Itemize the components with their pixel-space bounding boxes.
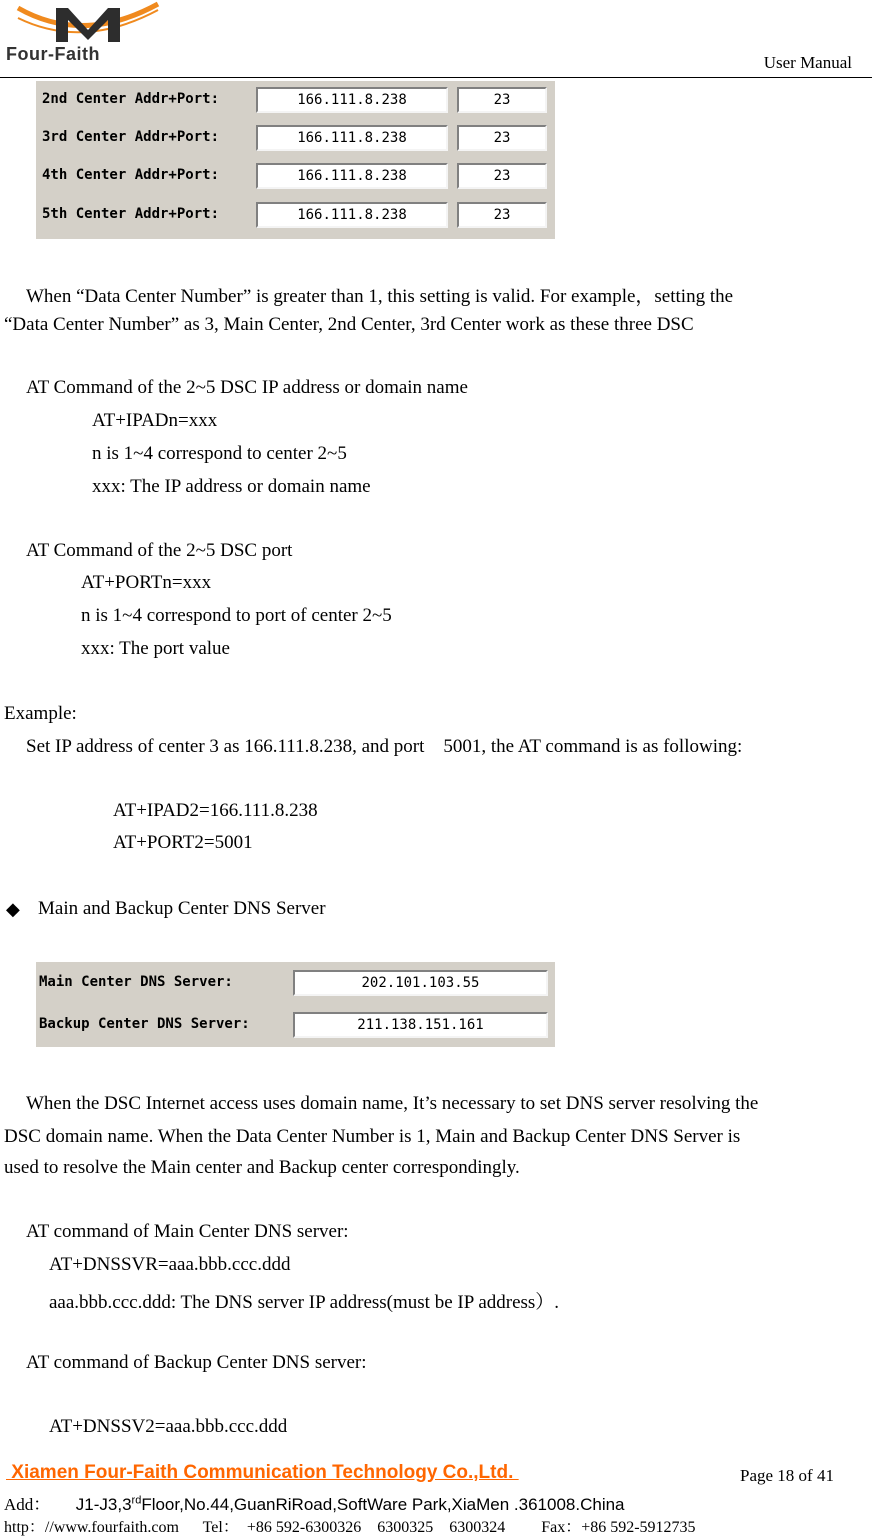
footer-company-link[interactable]: Xiamen Four-Faith Communication Technology Co.,Ltd. (6, 1462, 519, 1483)
address-pre: J1-J3,3 (75, 1495, 132, 1514)
center-addr-label: 5th Center Addr+Port: (42, 206, 220, 222)
center-addr-input[interactable]: 166.111.8.238 (256, 87, 448, 113)
section-title: Main and Backup Center DNS Server (38, 898, 326, 919)
port-n-desc: n is 1~4 correspond to port of center 2~5 (81, 605, 392, 626)
paragraph-line: used to resolve the Main center and Backup center correspondingly. (4, 1157, 520, 1178)
center-addr-label: 3rd Center Addr+Port: (42, 129, 220, 145)
center-addr-input[interactable]: 166.111.8.238 (256, 125, 448, 151)
address-sup: rd (131, 1494, 142, 1507)
center-addr-label: 2nd Center Addr+Port: (42, 91, 220, 107)
center-addr-label: 4th Center Addr+Port: (42, 167, 220, 183)
ipad-xxx-desc: xxx: The IP address or domain name (92, 476, 371, 497)
page-number: Page 18 of 41 (740, 1466, 834, 1485)
header-divider (0, 77, 872, 78)
ipad-heading: AT Command of the 2~5 DSC IP address or domain name (26, 377, 468, 398)
main-dns-input[interactable]: 202.101.103.55 (293, 970, 548, 996)
main-dns-label: Main Center DNS Server: (39, 974, 233, 990)
port-heading: AT Command of the 2~5 DSC port (26, 540, 293, 561)
example-text: Set IP address of center 3 as 166.111.8.238, and port 5001, the AT command is as following: (26, 736, 743, 757)
dns-heading: AT command of Main Center DNS server: (26, 1221, 349, 1242)
paragraph-line: When “Data Center Number” is greater than 1, this setting is valid. For example，setting the (26, 286, 734, 307)
port-xxx-desc: xxx: The port value (81, 638, 230, 659)
footer-contact: http：//www.fourfaith.com Tel： +86 592-6300326 6300325 6300324 Fax：+86 592-5912735 (4, 1519, 696, 1536)
center-addr-input[interactable]: 166.111.8.238 (256, 163, 448, 189)
center-port-input[interactable]: 23 (457, 87, 547, 113)
dns-command: AT+DNSSVR=aaa.bbb.ccc.ddd (49, 1254, 291, 1275)
paragraph-line: When the DSC Internet access uses domain name, It’s necessary to set DNS server resolving the (26, 1093, 759, 1114)
dns-server-panel (36, 962, 555, 1047)
dns-desc: aaa.bbb.ccc.ddd: The DNS server IP address(must be IP address）. (49, 1292, 560, 1313)
center-port-input[interactable]: 23 (457, 125, 547, 151)
ipad-n-desc: n is 1~4 correspond to center 2~5 (92, 443, 347, 464)
example-command: AT+IPAD2=166.111.8.238 (113, 800, 318, 821)
center-addr-panel (36, 81, 555, 239)
backup-dns-label: Backup Center DNS Server: (39, 1016, 250, 1032)
address-label: Add： (4, 1495, 51, 1514)
port-command: AT+PORTn=xxx (81, 572, 212, 593)
backup-dns-input[interactable]: 211.138.151.161 (293, 1012, 548, 1038)
dns2-heading: AT command of Backup Center DNS server: (26, 1352, 367, 1373)
diamond-bullet-icon: ◆ (6, 899, 20, 919)
paragraph-line: “Data Center Number” as 3, Main Center, 2nd Center, 3rd Center work as these three DSC (4, 314, 694, 335)
example-label: Example: (4, 703, 77, 724)
example-command: AT+PORT2=5001 (113, 832, 253, 853)
center-port-input[interactable]: 23 (457, 163, 547, 189)
ipad-command: AT+IPADn=xxx (92, 410, 218, 431)
header-title: User Manual (763, 53, 852, 72)
footer-address (4, 1490, 625, 1515)
center-addr-input[interactable]: 166.111.8.238 (256, 202, 448, 228)
paragraph-line: DSC domain name. When the Data Center Number is 1, Main and Backup Center DNS Server is (4, 1126, 741, 1147)
address-post: Floor,No.44,GuanRiRoad,SoftWare Park,XiaMen .361008.China (141, 1495, 625, 1514)
dns2-command: AT+DNSSV2=aaa.bbb.ccc.ddd (49, 1416, 288, 1437)
logo-text: Four-Faith (6, 44, 100, 64)
center-port-input[interactable]: 23 (457, 202, 547, 228)
